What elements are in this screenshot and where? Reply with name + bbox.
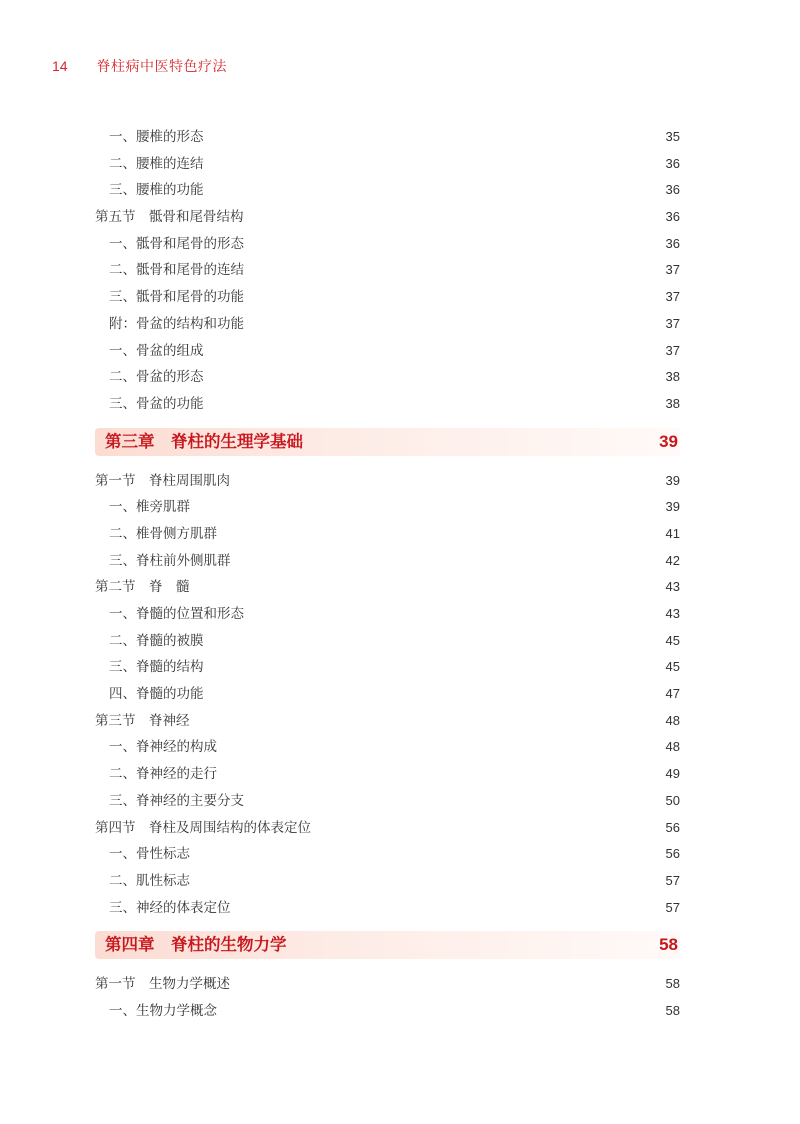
toc-entry-page-number: 37 [665, 289, 680, 305]
toc-entry-page-number: 37 [665, 262, 680, 278]
toc-entry-title: 三、脊神经的主要分支 [109, 792, 244, 809]
toc-item-entry [95, 788, 680, 815]
toc-entry-page-number: 43 [665, 606, 680, 621]
toc-entry-page-number: 48 [665, 739, 680, 755]
toc-entry-page-number: 36 [665, 209, 680, 225]
toc-item-entry [95, 257, 680, 284]
toc-item-entry [95, 284, 680, 311]
toc-item-entry [95, 124, 680, 151]
book-title: 脊柱病中医特色疗法 [96, 59, 227, 75]
toc-entry-title: 第四节 脊柱及周围结构的体表定位 [95, 819, 311, 836]
toc-section-entry [95, 468, 680, 495]
toc-entry-page-number: 50 [665, 792, 680, 808]
toc-chapter-heading [95, 931, 680, 959]
toc-entry-title: 第一节 生物力学概述 [95, 976, 230, 993]
toc-item-entry [95, 654, 680, 681]
toc-entry-title: 三、脊柱前外侧肌群 [109, 552, 231, 569]
toc-entry-page-number: 41 [665, 525, 680, 541]
toc-entry-title: 三、腰椎的功能 [109, 182, 204, 199]
toc-entry-title: 二、肌性标志 [109, 872, 190, 889]
toc-entry-page-number: 36 [665, 235, 680, 251]
toc-entry-title: 一、椎旁肌群 [109, 499, 190, 516]
toc-item-entry [95, 895, 680, 922]
toc-entry-page-number: 35 [665, 129, 680, 144]
toc-entry-title: 三、脊髓的结构 [109, 659, 204, 676]
toc-entry-page-number: 57 [665, 872, 680, 888]
toc-entry-title: 第二节 脊 髓 [95, 579, 190, 596]
toc-entry-page-number: 58 [665, 1002, 680, 1018]
running-header [52, 57, 227, 76]
toc-item-entry [95, 231, 680, 258]
toc-entry-title: 一、骨盆的组成 [109, 342, 204, 359]
toc-entry-page-number: 37 [665, 315, 680, 331]
toc-section-entry [95, 574, 680, 601]
toc-item-entry [95, 338, 680, 365]
toc-entry-page-number: 42 [665, 552, 680, 568]
toc-item-entry [95, 391, 680, 418]
toc-item-entry [95, 761, 680, 788]
toc-item-entry [95, 311, 680, 338]
toc-item-entry [95, 151, 680, 178]
toc-entry-title: 一、生物力学概念 [109, 1002, 217, 1019]
toc-entry-title: 第三节 脊神经 [95, 712, 190, 729]
page-number: 14 [52, 58, 68, 74]
toc-entry-page-number: 56 [665, 846, 680, 862]
toc-entry-page-number: 49 [665, 766, 680, 782]
toc-entry-title: 二、腰椎的连结 [109, 155, 204, 172]
toc-entry-page-number: 36 [665, 155, 680, 171]
toc-item-entry [95, 521, 680, 548]
toc-entry-title: 四、脊髓的功能 [109, 686, 204, 703]
toc-entry-title: 三、骨盆的功能 [109, 395, 204, 412]
toc-entry-title: 第五节 骶骨和尾骨结构 [95, 209, 244, 226]
toc-entry-page-number: 58 [665, 976, 680, 992]
toc-item-entry [95, 868, 680, 895]
toc-entry-page-number: 45 [665, 659, 680, 675]
toc-item-entry [95, 601, 680, 628]
toc-entry-page-number: 58 [659, 935, 678, 955]
toc-entry-page-number: 56 [665, 819, 680, 835]
toc-entry-title: 二、骶骨和尾骨的连结 [109, 262, 244, 279]
toc-entry-page-number: 38 [665, 369, 680, 385]
toc-entry-title: 一、脊神经的构成 [109, 739, 217, 756]
toc-item-entry [95, 364, 680, 391]
toc-section-entry [95, 204, 680, 231]
toc-item-entry [95, 628, 680, 655]
toc-item-entry [95, 681, 680, 708]
toc-item-entry [95, 548, 680, 575]
toc-entry-title: 第四章 脊柱的生物力学 [105, 935, 287, 955]
toc-entry-title: 附：骨盆的结构和功能 [109, 315, 244, 332]
toc-entry-page-number: 36 [665, 182, 680, 198]
toc-entry-page-number: 39 [665, 472, 680, 488]
toc-item-entry [95, 841, 680, 868]
toc-section-entry [95, 708, 680, 735]
toc-entry-title: 二、骨盆的形态 [109, 369, 204, 386]
toc-entry-page-number: 47 [665, 686, 680, 702]
toc-chapter-heading [95, 428, 680, 456]
toc-entry-title: 二、脊神经的走行 [109, 766, 217, 783]
toc-entry-title: 一、骨性标志 [109, 846, 190, 863]
toc-entry-title: 二、椎骨侧方肌群 [109, 525, 217, 542]
toc-entry-title: 一、骶骨和尾骨的形态 [109, 235, 244, 252]
toc-entry-title: 三、骶骨和尾骨的功能 [109, 289, 244, 306]
toc-entry-page-number: 38 [665, 395, 680, 411]
toc-item-entry [95, 177, 680, 204]
toc-entry-title: 第三章 脊柱的生理学基础 [105, 431, 303, 451]
toc-entry-title: 第一节 脊柱周围肌肉 [95, 472, 230, 489]
toc-entry-page-number: 39 [665, 499, 680, 515]
toc-item-entry [95, 998, 680, 1025]
toc-entry-page-number: 57 [665, 899, 680, 915]
toc-entry-page-number: 48 [665, 712, 680, 728]
toc-item-entry [95, 734, 680, 761]
toc-section-entry [95, 971, 680, 998]
toc-entry-page-number: 43 [665, 579, 680, 595]
toc-entry-page-number: 45 [665, 632, 680, 648]
toc-entry-title: 一、腰椎的形态 [109, 129, 204, 145]
toc-section-entry [95, 815, 680, 842]
toc-entry-title: 一、脊髓的位置和形态 [109, 606, 244, 622]
toc-entry-page-number: 37 [665, 342, 680, 358]
toc-entry-title: 三、神经的体表定位 [109, 899, 231, 916]
table-of-contents [95, 124, 680, 1025]
toc-item-entry [95, 494, 680, 521]
toc-entry-page-number: 39 [659, 431, 678, 451]
toc-entry-title: 二、脊髓的被膜 [109, 632, 204, 649]
